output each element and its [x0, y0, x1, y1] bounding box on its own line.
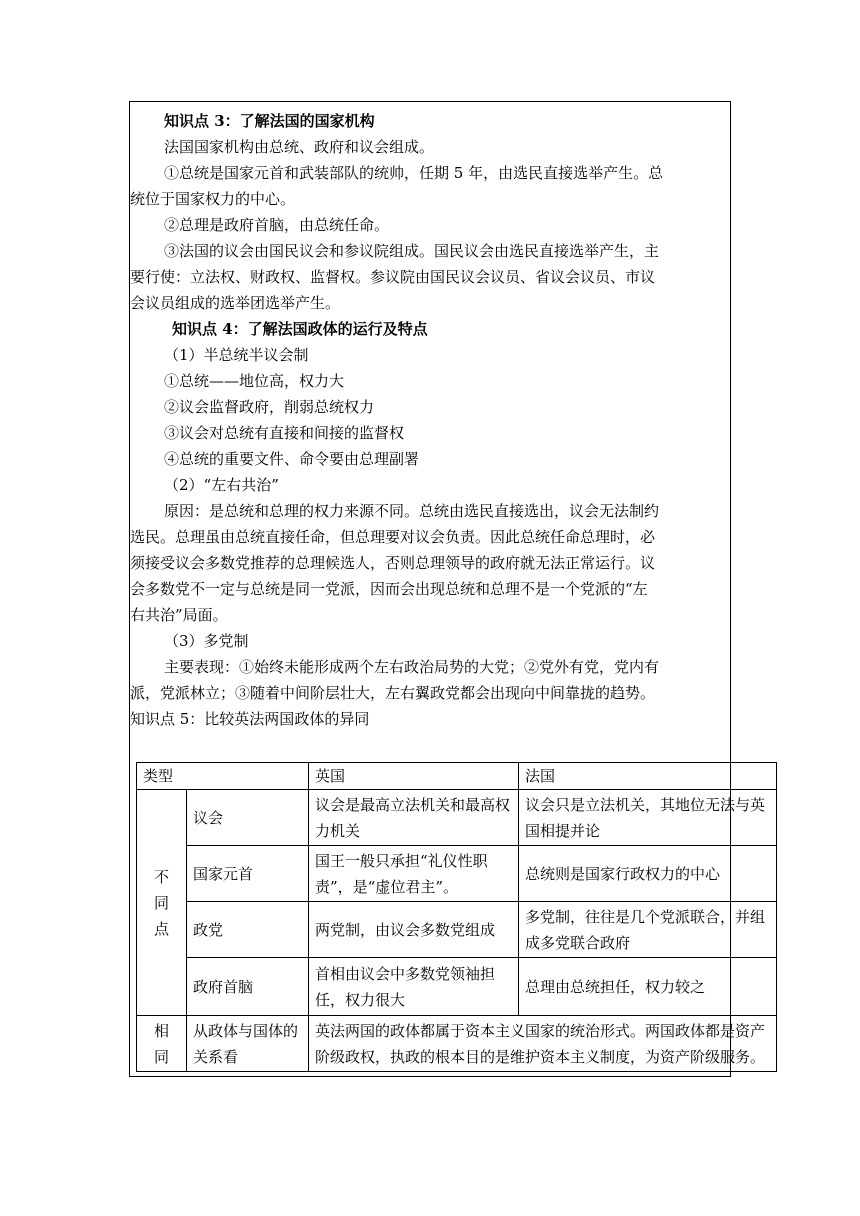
row-fr: 总理由总统担任，权力较之	[519, 958, 777, 1016]
same-text: 英法两国的政体都属于资本主义国家的统治形式。两国政体都是资产阶级政权，执政的根本目的是维护资本主义制度，为资产阶级服务。	[309, 1016, 777, 1072]
section4-main1: 主要表现：①始终未能形成两个左右政治局势的大党；②党外有党，党内有	[164, 658, 660, 676]
row-fr: 议会只是立法机关，其地位无法与英国相提并论	[519, 790, 777, 846]
section3-p1a: ①总统是国家元首和武装部队的统帅，任期 5 年，由选民直接选举产生。总	[164, 164, 664, 182]
section3-intro: 法国国家机构由总统、政府和议会组成。	[164, 138, 435, 156]
section4-reason4: 会多数党不一定与总统是同一党派，因而会出现总统和总理不是一个党派的“左	[130, 580, 648, 598]
row-cat: 政府首脑	[187, 958, 309, 1016]
section4-main2: 派，党派林立；③随着中间阶层壮大，左右翼政党都会出现向中间靠拢的趋势。	[130, 684, 656, 702]
document-frame	[129, 101, 766, 1077]
diff-label	[137, 790, 187, 1016]
row-uk: 国王一般只承担“礼仪性职责”，是“虚位君主”。	[309, 846, 519, 902]
table-row	[137, 846, 777, 902]
same-label-text: 相同	[153, 1021, 169, 1066]
section4-heading: 知识点 4：了解法国政体的运行及特点	[172, 320, 428, 338]
section3-p3a: ③法国的议会由国民议会和参议院组成。国民议会由选民直接选举产生，主	[164, 242, 660, 260]
table-row	[137, 790, 777, 846]
section3-p2: ②总理是政府首脑，由总统任命。	[164, 216, 390, 234]
row-cat: 政党	[187, 902, 309, 958]
section4-item1: ①总统——地位高，权力大	[164, 372, 345, 390]
comparison-table	[136, 762, 777, 1072]
diff-label-text: 不同点	[153, 867, 169, 938]
section5-heading: 知识点 5：比较英法两国政体的异同	[130, 710, 370, 728]
section4-reason5: 右共治”局面。	[130, 606, 228, 624]
header-type: 类型	[137, 763, 309, 790]
row-uk: 两党制，由议会多数党组成	[309, 902, 519, 958]
row-cat: 议会	[187, 790, 309, 846]
same-label	[137, 1016, 187, 1072]
section4-reason1: 原因：是总统和总理的权力来源不同。总统由选民直接选出，议会无法制约	[164, 502, 660, 520]
section3-heading: 知识点 3：了解法国的国家机构	[164, 112, 375, 130]
row-fr: 多党制，往往是几个党派联合，并组成多党联合政府	[519, 902, 777, 958]
section4-reason3: 须接受议会多数党推荐的总理候选人，否则总理领导的政府就无法正常运行。议	[130, 554, 656, 572]
row-uk: 议会是最高立法机关和最高权力机关	[309, 790, 519, 846]
row-fr: 总统则是国家行政权力的中心	[519, 846, 777, 902]
section3-p3c: 会议员组成的选举团选举产生。	[130, 294, 341, 312]
section4-sub1: （1）半总统半议会制	[164, 346, 309, 364]
section4-item3: ③议会对总统有直接和间接的监督权	[164, 424, 405, 442]
section4-sub2: （2）“左右共治”	[164, 476, 279, 494]
section4-reason2: 选民。总理虽由总统直接任命，但总理要对议会负责。因此总统任命总理时，必	[130, 528, 656, 546]
section4-item2: ②议会监督政府，削弱总统权力	[164, 398, 375, 416]
section4-sub3: （3）多党制	[164, 632, 249, 650]
row-uk: 首相由议会中多数党领袖担任，权力很大	[309, 958, 519, 1016]
table-row	[137, 1016, 777, 1072]
same-cat: 从政体与国体的关系看	[187, 1016, 309, 1072]
table-header-row	[137, 763, 777, 790]
header-fr: 法国	[519, 763, 777, 790]
header-uk: 英国	[309, 763, 519, 790]
section3-p3b: 要行使：立法权、财政权、监督权。参议院由国民议会议员、省议会议员、市议	[130, 268, 656, 286]
section3-p1b: 统位于国家权力的中心。	[130, 190, 296, 208]
table-row	[137, 958, 777, 1016]
table-row	[137, 902, 777, 958]
document-content	[130, 108, 730, 732]
section4-item4: ④总统的重要文件、命令要由总理副署	[164, 450, 420, 468]
row-cat: 国家元首	[187, 846, 309, 902]
